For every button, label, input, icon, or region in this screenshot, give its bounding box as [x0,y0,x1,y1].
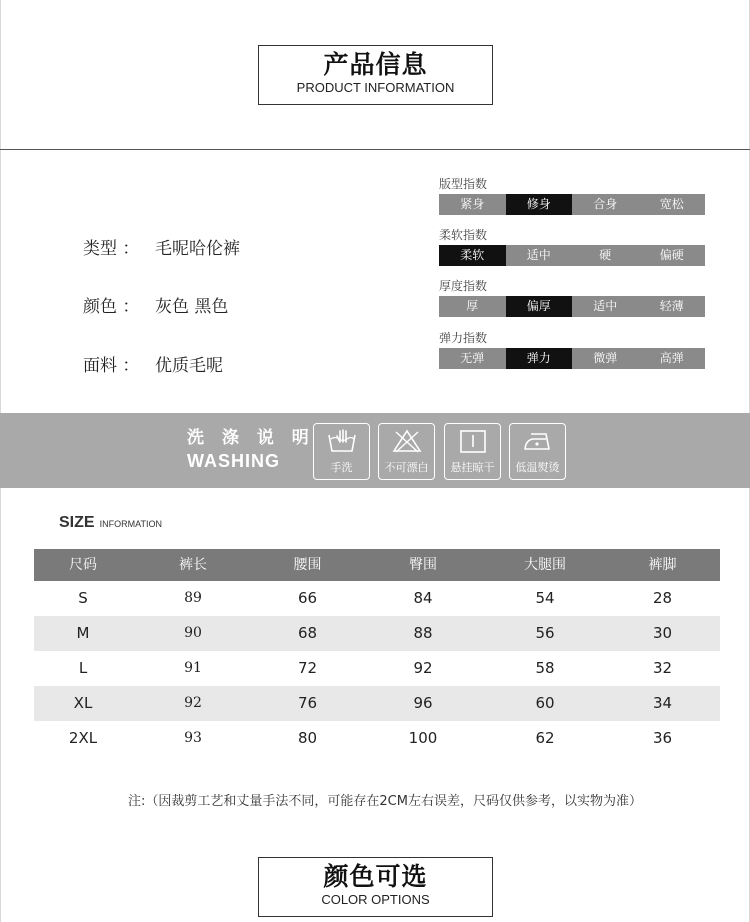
fit-index-title: 版型指数 [439,177,488,191]
hang-dry-card [444,423,501,480]
softness-option: 柔软 [439,245,506,266]
table-cell: 2XL [68,729,98,747]
thickness-option: 偏厚 [506,296,573,317]
fit-option: 紧身 [460,197,485,211]
washing-title-zh: 洗 涤 说 明 [187,428,315,448]
color-options-title-box [258,857,493,917]
table-cell: 90 [184,625,202,641]
hand-wash-label: 手洗 [330,461,353,474]
table-cell: 88 [413,624,433,642]
table-cell: 89 [184,590,202,606]
info-type [83,234,240,259]
fit-index [439,176,705,215]
thickness-option: 适中 [593,299,618,313]
hand-wash-icon [326,428,358,454]
table-cell: 92 [413,659,433,677]
softness-index [439,227,705,266]
table-cell: 66 [297,589,318,607]
no-bleach-label: 不可漂白 [384,461,429,474]
table-cell: 76 [297,694,318,712]
no-bleach-icon [391,428,423,454]
table-cell: 60 [535,694,555,712]
product-info-title-box [258,45,493,105]
table-cell: 92 [184,695,202,711]
info-color-label: 颜色 ： [83,297,140,317]
table-cell: 34 [652,694,673,712]
size-table-header [34,549,720,581]
info-fabric-value: 优质毛呢 [155,356,223,376]
table-row [34,721,720,756]
header-thigh: 大腿围 [524,557,566,573]
info-fabric [83,351,223,376]
color-options-subtitle: COLOR OPTIONS [321,892,430,907]
thickness-option: 轻薄 [659,299,684,313]
table-cell: 62 [535,729,555,747]
fit-index-bar [439,194,705,215]
table-cell: 93 [184,730,202,746]
stretch-option: 高弹 [659,351,684,365]
table-cell: S [78,589,88,607]
softness-index-title: 柔软指数 [439,228,488,242]
table-cell: 72 [297,659,318,677]
table-cell: 91 [184,660,202,676]
low-iron-icon [522,428,554,454]
table-cell: 56 [535,624,555,642]
table-cell: 28 [652,589,673,607]
table-cell: 96 [413,694,433,712]
size-note: 注:（因裁剪工艺和丈量手法不同，可能存在2CM左右误差，尺码仅供参考，以实物为准） [128,794,642,809]
table-cell: 100 [408,729,438,747]
header-length: 裤长 [179,557,207,573]
header-waist: 腰围 [293,557,322,573]
section-divider [0,149,750,150]
table-cell: 54 [535,589,555,607]
softness-option: 硬 [599,248,612,262]
softness-index-bar [439,245,705,266]
washing-band [0,413,750,488]
header-hem: 裤脚 [648,557,677,573]
stretch-option: 无弹 [460,351,485,365]
header-size: 尺码 [69,557,97,573]
thickness-index-bar [439,296,705,317]
size-heading-title: SIZE [59,514,95,531]
fit-option: 修身 [506,194,573,215]
table-cell: 68 [297,624,318,642]
thickness-index [439,278,705,317]
header-hip: 臀围 [409,557,437,573]
no-bleach-card [378,423,435,480]
hang-dry-icon [457,428,489,454]
info-color-value: 灰色 黑色 [155,297,229,317]
table-cell: 84 [413,589,433,607]
fit-option: 合身 [593,197,618,211]
stretch-index [439,330,705,369]
hand-wash-card [313,423,370,480]
table-row [34,616,720,651]
table-cell: 58 [535,659,555,677]
table-row [34,581,720,616]
stretch-option: 微弹 [593,351,618,365]
info-color [83,292,228,317]
thickness-index-title: 厚度指数 [439,279,488,293]
low-iron-card [509,423,566,480]
stretch-index-title: 弹力指数 [439,331,488,345]
softness-option: 偏硬 [659,248,684,262]
washing-title [187,427,315,473]
table-row [34,651,720,686]
fit-option: 宽松 [659,197,684,211]
size-heading [59,512,162,532]
size-heading-sub: INFORMATION [99,519,162,529]
stretch-option: 弹力 [506,348,573,369]
stretch-index-bar [439,348,705,369]
table-cell: XL [73,694,93,712]
table-cell: 32 [652,659,673,677]
info-type-value: 毛呢哈伦裤 [155,239,240,259]
washing-title-en: WASHING [187,451,281,471]
size-table [34,549,720,756]
info-type-label: 类型 ： [83,239,140,259]
product-info-title: 产品信息 [323,50,428,79]
low-iron-label: 低温熨烫 [515,461,560,474]
table-cell: 80 [297,729,318,747]
info-fabric-label: 面料 ： [83,356,140,376]
table-cell: 36 [652,729,673,747]
table-cell: L [78,659,88,677]
table-cell: M [76,624,90,642]
softness-option: 适中 [526,248,551,262]
thickness-option: 厚 [466,299,479,313]
table-row [34,686,720,721]
color-options-title: 颜色可选 [323,862,428,891]
product-info-subtitle: PRODUCT INFORMATION [296,80,455,95]
hang-dry-label: 悬挂晾干 [450,461,495,474]
table-cell: 30 [652,624,673,642]
